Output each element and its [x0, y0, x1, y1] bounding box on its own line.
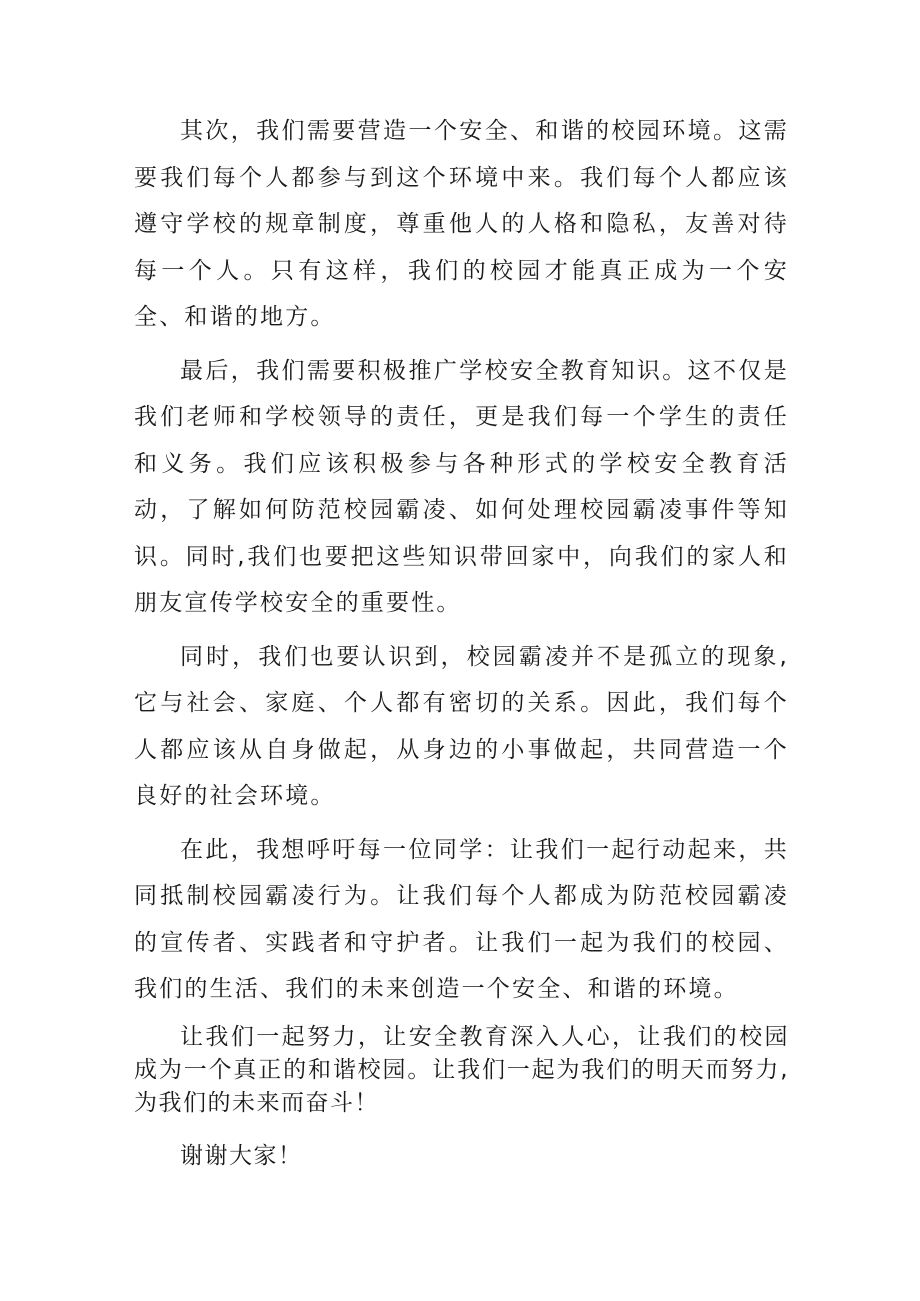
paragraph-social-relation: 同时，我们也要认识到，校园霸凌并不是孤立的现象,它与社会、家庭、个人都有密切的关系。因此，我们每个人都应该从自身做起，从身边的小事做起，共同营造一个良好的社会环境。 — [134, 643, 789, 809]
paragraph-safe-campus: 其次，我们需要营造一个安全、和谐的校园环境。这需要我们每个人都参与到这个环境中来。我们每个人都应该遵守学校的规章制度，尊重他人的人格和隐私，友善对待每一个人。只有这样，我们的校园才能真正成为一个安全、和谐的地方。 — [134, 118, 789, 330]
paragraph-call-to-action: 在此，我想呼吁每一位同学：让我们一起行动起来，共同抵制校园霸凌行为。让我们每个人都成为防范校园霸凌的宣传者、实践者和守护者。让我们一起为我们的校园、我们的生活、我们的未来创造一个安全、和谐的环境。 — [134, 836, 789, 1002]
paragraph-thanks: 谢谢大家！ — [180, 1142, 303, 1169]
paragraph-safety-education: 最后，我们需要积极推广学校安全教育知识。这不仅是我们老师和学校领导的责任，更是我们每一个学生的责任和义务。我们应该积极参与各种形式的学校安全教育活动，了解如何防范校园霸凌、如何处理校园霸凌事件等知识。同时,我们也要把这些知识带回家中，向我们的家人和朋友宣传学校安全的重要性。 — [134, 357, 789, 616]
document-body — [134, 108, 789, 1173]
paragraph-closing: 让我们一起努力，让安全教育深入人心，让我们的校园成为一个真正的和谐校园。让我们一起为我们的明天而努力,为我们的未来而奋斗！ — [134, 1023, 789, 1116]
